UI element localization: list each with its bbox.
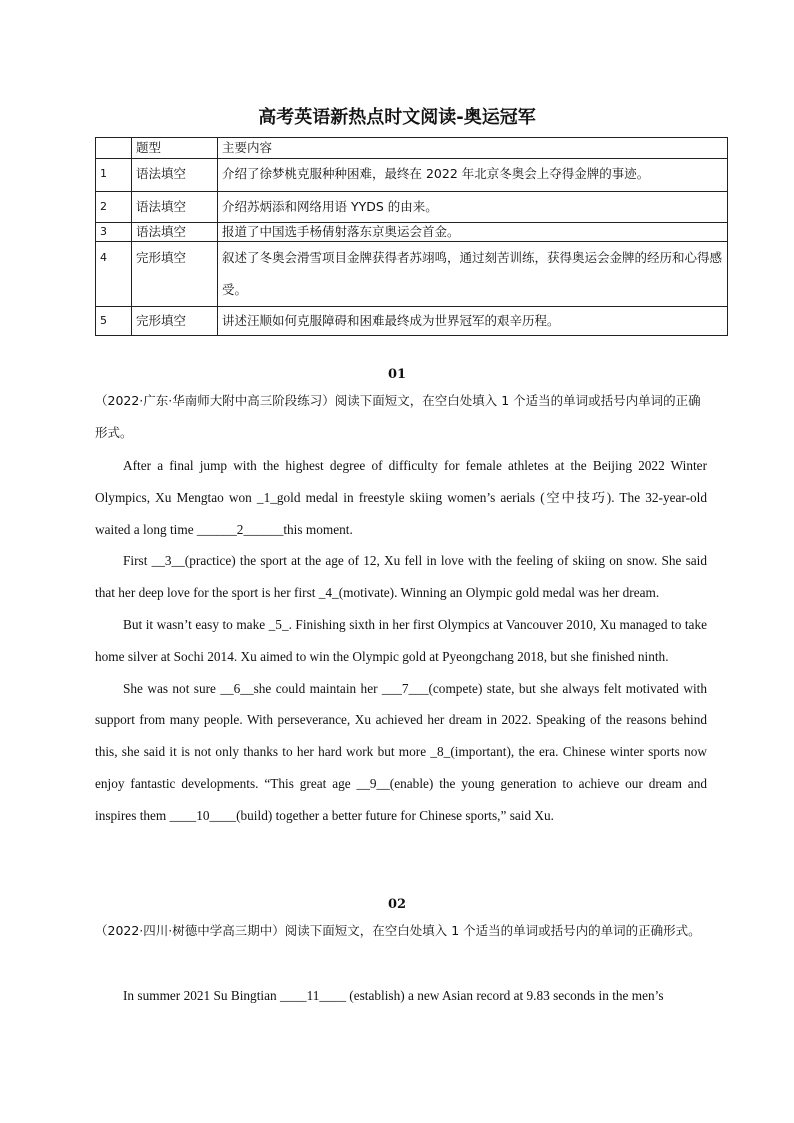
row-content: 介绍苏炳添和网络用语 YYDS 的由来。 bbox=[218, 192, 728, 223]
passage-01 bbox=[95, 450, 707, 832]
row-num: 5 bbox=[96, 307, 132, 336]
table-row bbox=[96, 242, 728, 307]
passage-paragraph: But it wasn’t easy to make _5_. Finishing sixth in her first Olympics at Vancouver 2010, Xu managed to take home silver at Sochi 2014. Xu aimed to win the Olympic gold at Pyeongchang 2018, but she finished ninth. bbox=[95, 616, 707, 664]
table-header-num bbox=[96, 138, 132, 159]
section-instruction: （2022·四川·树德中学高三期中）阅读下面短文，在空白处填入 1 个适当的单词或括号内的单词的正确形式。 bbox=[95, 923, 701, 938]
row-content: 叙述了冬奥会滑雪项目金牌获得者苏翊鸣，通过刻苦训练，获得奥运会金牌的经历和心得感受。 bbox=[218, 242, 728, 307]
table-header-row bbox=[96, 138, 728, 159]
section-number-01: 01 bbox=[387, 367, 407, 382]
row-num: 1 bbox=[96, 159, 132, 192]
table-header-type: 题型 bbox=[132, 138, 218, 159]
row-num: 4 bbox=[96, 242, 132, 307]
row-content: 介绍了徐梦桃克服种种困难，最终在 2022 年北京冬奥会上夺得金牌的事迹。 bbox=[218, 159, 728, 192]
table-header-content: 主要内容 bbox=[218, 138, 728, 159]
table-row bbox=[96, 223, 728, 242]
passage-paragraph: She was not sure __6__she could maintain her ___7___(compete) state, but she always felt motivated with support from many people. With perseverance, Xu achieved her dream in 2022. Speaking of the reasons behind this, she said it is not only thanks to her hard work but more _8_(important), the era. Chinese winter sports now enjoy fantastic developments. “This great age __9__(enable) the young generation to achieve our dream and inspires them ____10____(build) together a better future for Chinese sports,” said Xu. bbox=[95, 680, 707, 823]
row-content: 讲述汪顺如何克服障碍和困难最终成为世界冠军的艰辛历程。 bbox=[218, 307, 728, 336]
row-type: 完形填空 bbox=[132, 242, 218, 307]
table-row bbox=[96, 159, 728, 192]
row-type: 语法填空 bbox=[132, 159, 218, 192]
row-content: 报道了中国选手杨倩射落东京奥运会首金。 bbox=[218, 223, 728, 242]
passage-paragraph: In summer 2021 Su Bingtian ____11____ (establish) a new Asian record at 9.83 seconds in the men’s bbox=[123, 988, 664, 1003]
summary-table bbox=[95, 137, 728, 336]
row-num: 2 bbox=[96, 192, 132, 223]
table-row bbox=[96, 192, 728, 223]
table-row bbox=[96, 307, 728, 336]
section-instruction: （2022·广东·华南师大附中高三阶段练习）阅读下面短文，在空白处填入 1 个适当的单词或括号内单词的正确形式。 bbox=[95, 393, 701, 440]
passage-paragraph: First __3__(practice) the sport at the age of 12, Xu fell in love with the feeling of skiing on snow. She said that her deep love for the sport is her first _4_(motivate). Winning an Olympic gold medal was her dream. bbox=[95, 553, 707, 601]
section-number-02: 02 bbox=[387, 897, 407, 912]
page-title: 高考英语新热点时文阅读-奥运冠军 bbox=[258, 107, 536, 128]
passage-paragraph: After a final jump with the highest degree of difficulty for female athletes at the Beijing 2022 Winter Olympics, Xu Mengtao won _1_gold medal in freestyle skiing women’s aerials (空中技巧). The 32-year-old waited a long time ______2______this moment. bbox=[95, 458, 707, 537]
row-type: 语法填空 bbox=[132, 192, 218, 223]
row-num: 3 bbox=[96, 223, 132, 242]
row-type: 语法填空 bbox=[132, 223, 218, 242]
passage-02 bbox=[95, 980, 707, 1012]
row-type: 完形填空 bbox=[132, 307, 218, 336]
